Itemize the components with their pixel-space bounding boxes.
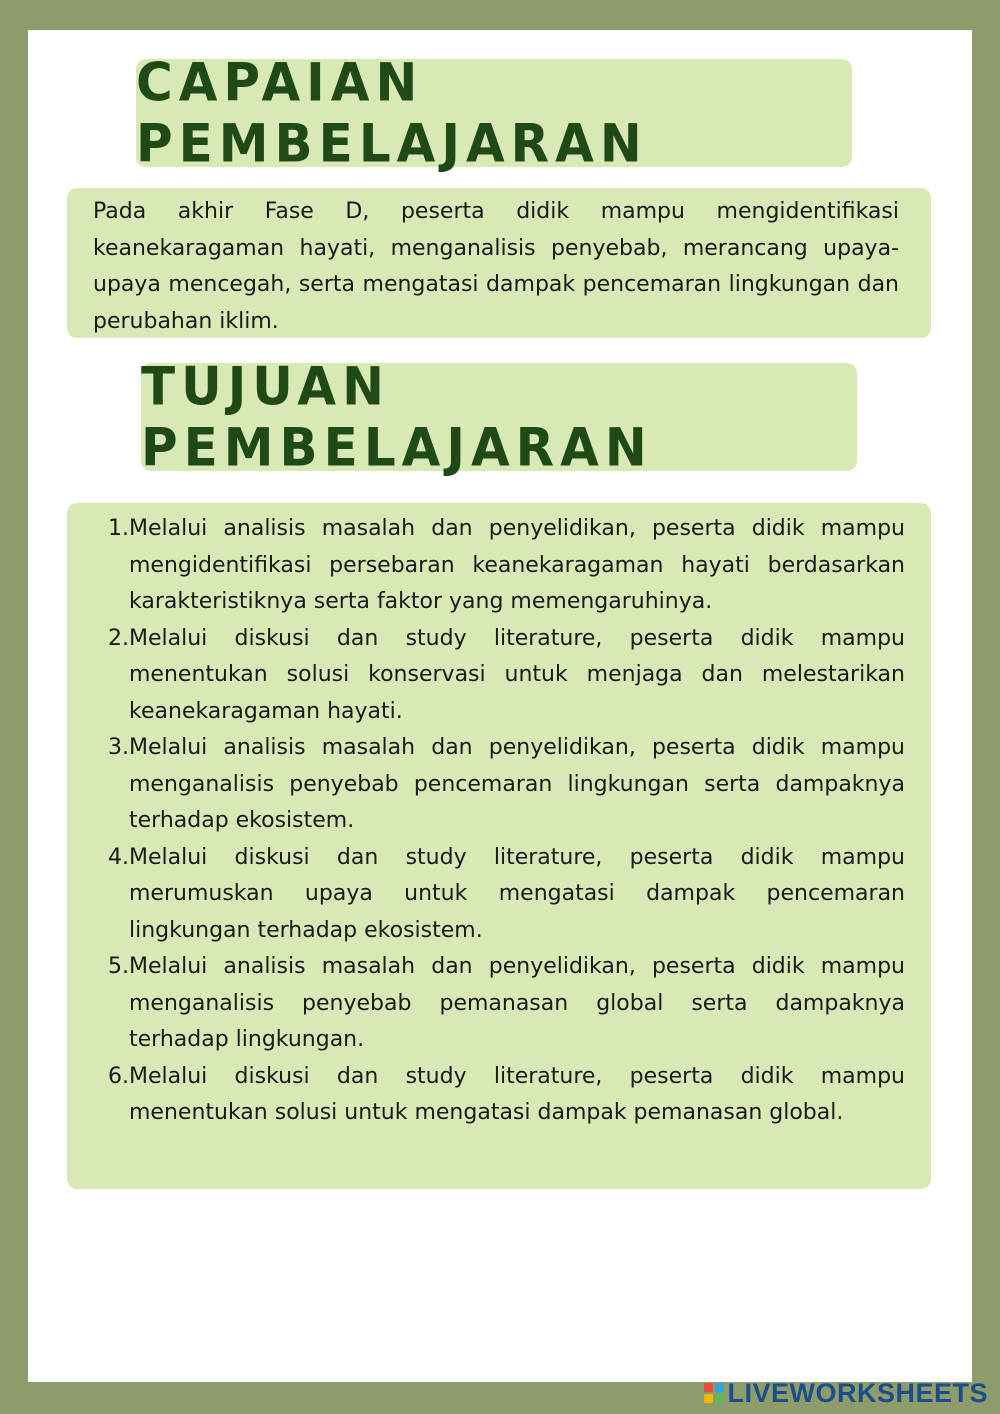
- list-item-text: Melalui diskusi dan study literature, peserta didik mampu menentukan solusi konservasi untuk menjaga dan melestarikan keanekaragaman hayati.: [129, 625, 905, 724]
- tujuan-title-box: [141, 356, 857, 478]
- tujuan-list: [107, 511, 905, 1132]
- capaian-text: Pada akhir Fase D, peserta didik mampu mengidentifikasi keanekaragaman hayati, menganalisis penyebab, merancang upaya-upaya mencegah, serta mengatasi dampak pencemaran lingkungan dan perubahan iklim.: [93, 199, 899, 334]
- list-item-text: Melalui diskusi dan study literature, peserta didik mampu menentukan solusi untuk mengatasi dampak pemanasan global.: [129, 1063, 905, 1125]
- list-item-text: Melalui analisis masalah dan penyelidikan, peserta didik mampu mengidentifikasi persebaran keanekaragaman hayati berdasarkan karakteristiknya serta faktor yang memengaruhinya.: [129, 516, 905, 614]
- list-item-text: Melalui analisis masalah dan penyelidikan, peserta didik mampu menganalisis penyebab pencemaran lingkungan serta dampaknya terhadap ekosistem.: [129, 735, 905, 833]
- list-item-number: 2.: [108, 625, 129, 651]
- list-item-number: 6.: [108, 1063, 129, 1089]
- list-item-number: 5.: [108, 954, 129, 979]
- worksheet-page: [28, 30, 972, 1382]
- tujuan-list-box: [67, 503, 931, 1189]
- list-item: [107, 1059, 905, 1132]
- liveworksheets-logo[interactable]: [704, 1378, 988, 1408]
- capaian-text-box: [67, 188, 931, 338]
- list-item: [107, 621, 905, 731]
- list-item: [107, 840, 905, 950]
- list-item-number: 4.: [108, 844, 129, 870]
- list-item: [107, 511, 905, 621]
- list-item-text: Melalui analisis masalah dan penyelidikan, peserta didik mampu menganalisis penyebab pemanasan global serta dampaknya terhadap lingkungan.: [129, 954, 905, 1052]
- list-item: [107, 949, 905, 1059]
- liveworksheets-logo-icon: [704, 1383, 724, 1403]
- tujuan-title: TUJUAN PEMBELAJARAN: [141, 356, 653, 478]
- list-item-text: Melalui diskusi dan study literature, peserta didik mampu merumuskan upaya untuk mengatasi dampak pencemaran lingkungan terhadap ekosistem.: [129, 844, 905, 943]
- capaian-title-box: [136, 52, 852, 174]
- list-item-number: 1.: [108, 516, 129, 541]
- list-item: [107, 730, 905, 840]
- capaian-title: CAPAIAN PEMBELAJARAN: [136, 52, 648, 174]
- liveworksheets-brand-text: LIVEWORKSHEETS: [727, 1377, 988, 1408]
- list-item-number: 3.: [108, 735, 129, 760]
